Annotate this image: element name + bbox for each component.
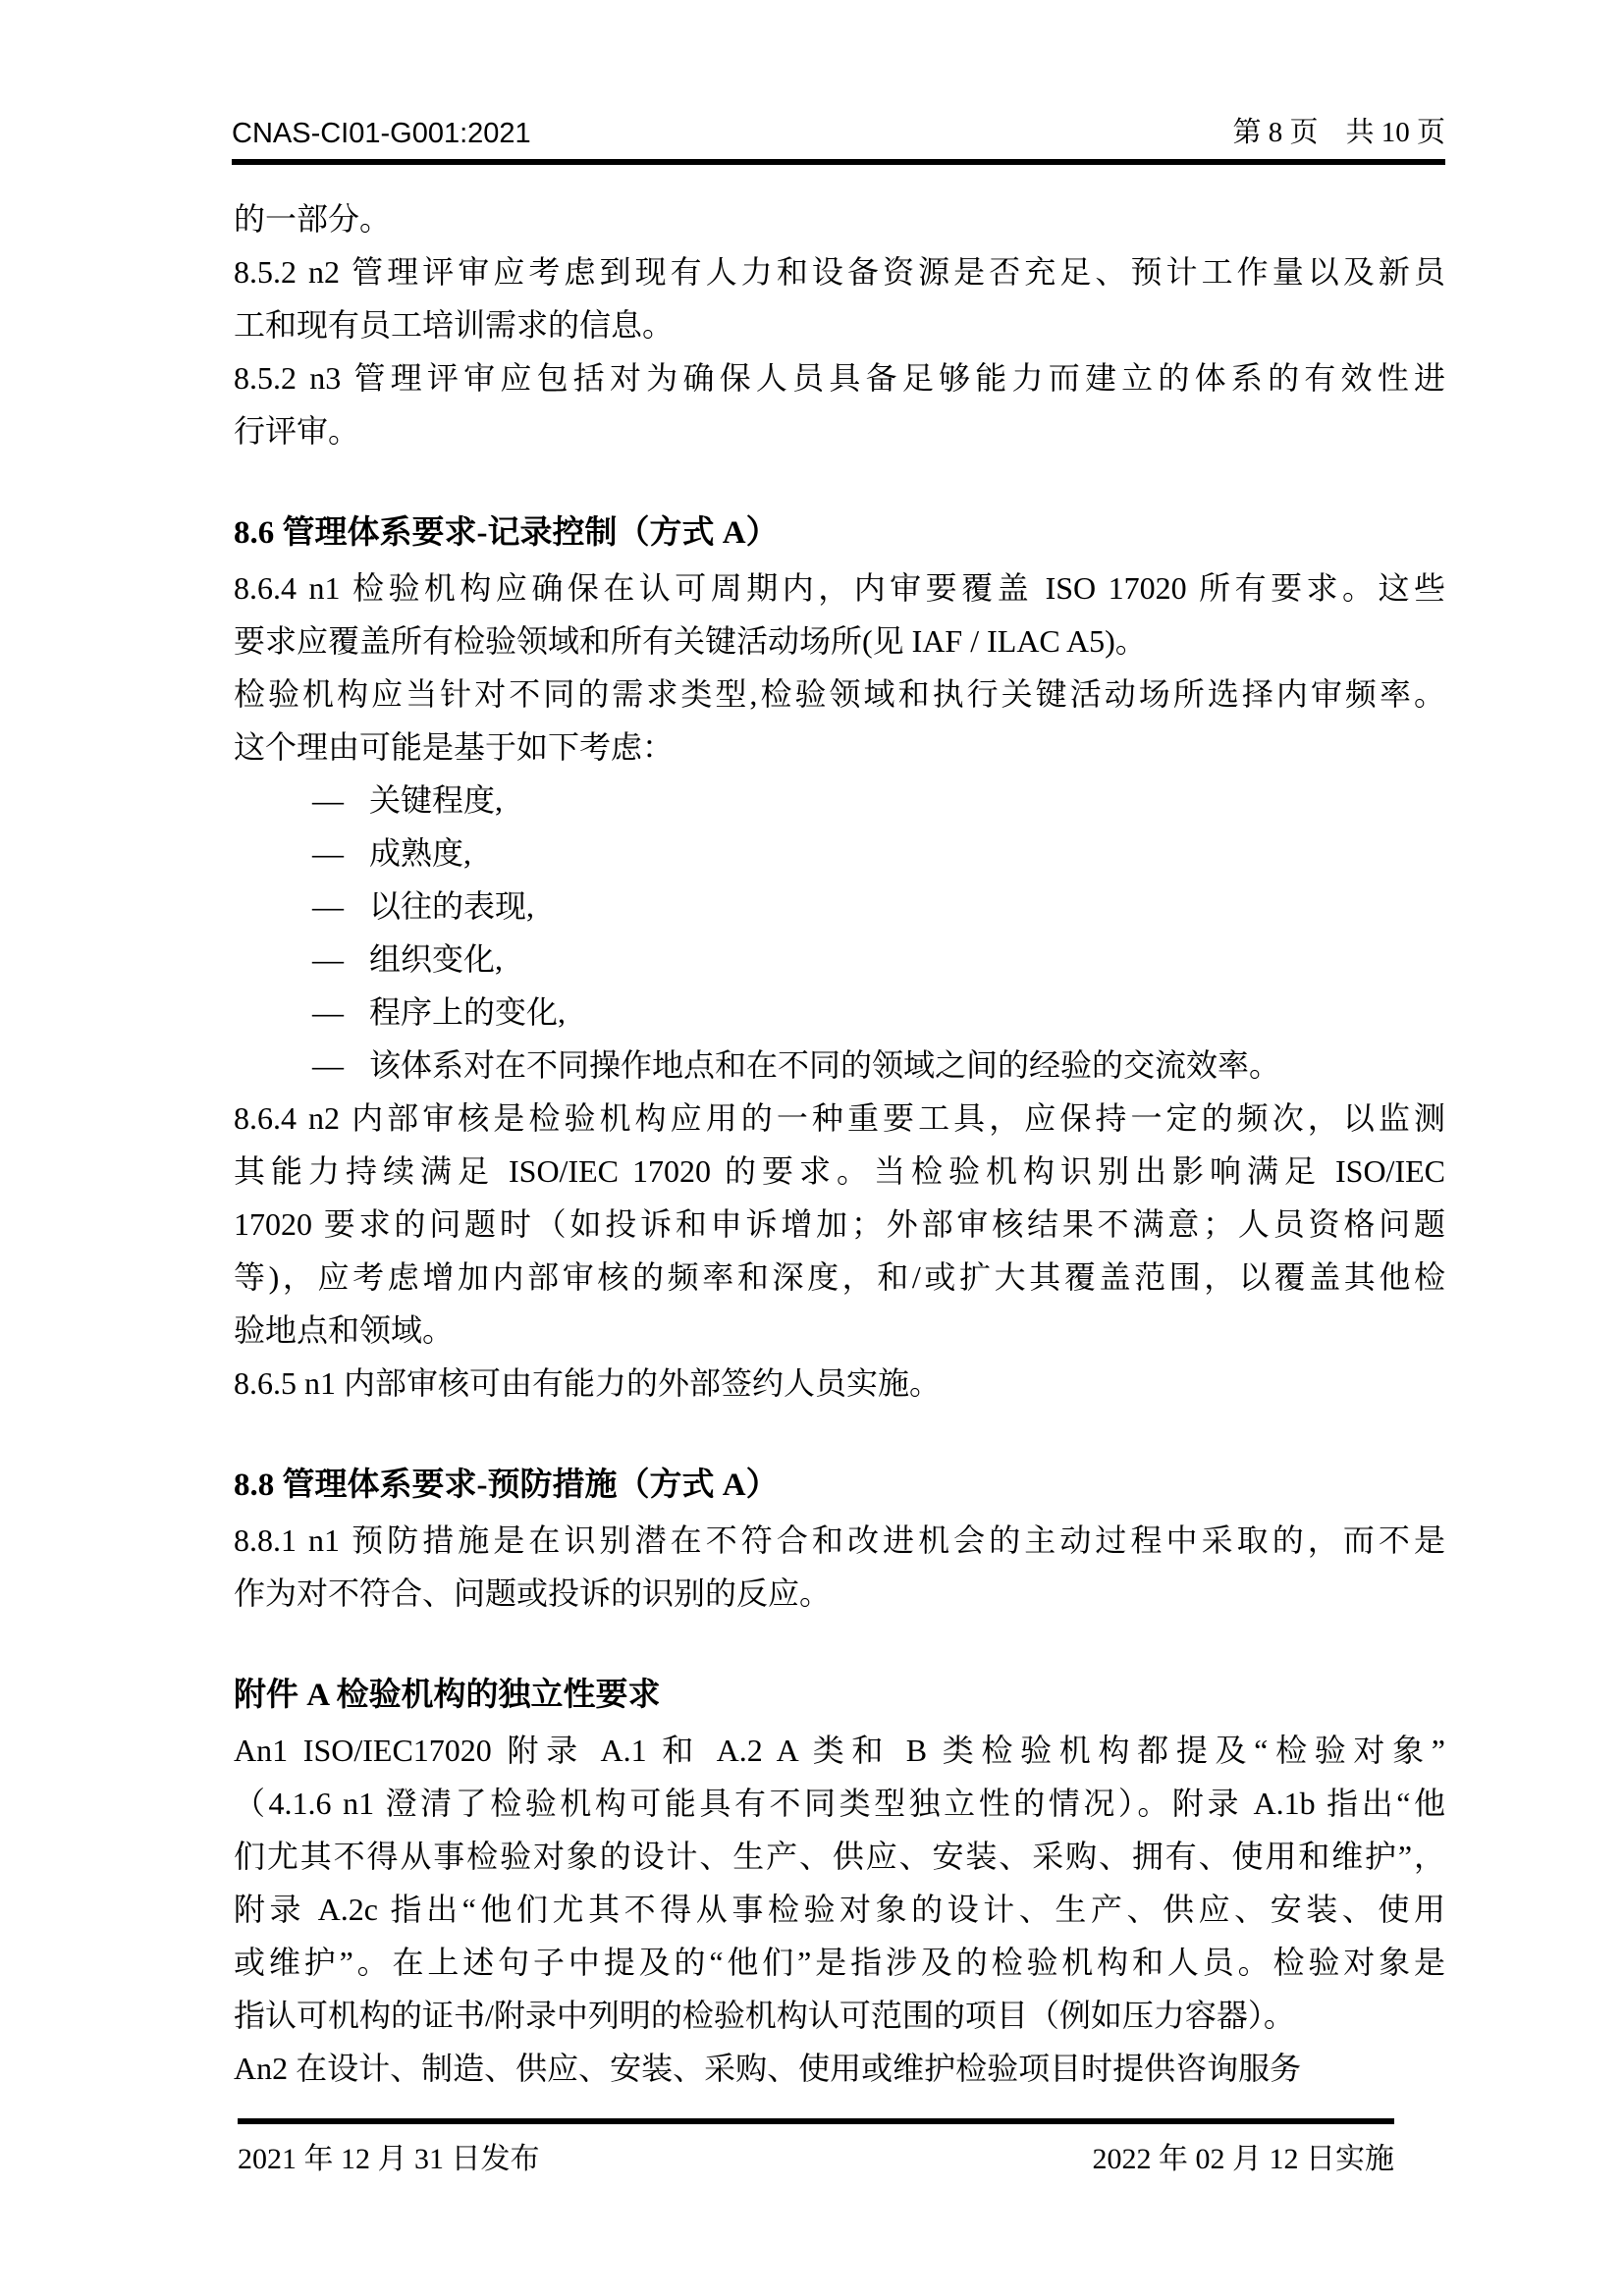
list-item: [234, 774, 1445, 827]
text-line: 8.8 管理体系要求-预防措施（方式 A）: [234, 1468, 779, 1503]
text-line: An2 在设计、制造、供应、安装、采购、使用或维护检验项目时提供咨询服务: [234, 2051, 1302, 2086]
text-line: 其能力持续满足 ISO/IEC 17020 的要求。当检验机构识别出影响满足 ISO/IEC: [234, 1153, 1445, 1189]
paragraph: [234, 1357, 1445, 1410]
section-heading: [234, 1457, 1445, 1514]
text-line: 验地点和领域。: [234, 1312, 455, 1348]
paragraph: [234, 667, 1445, 774]
text-line: 工和现有员工培训需求的信息。: [234, 307, 675, 343]
text-line: 的一部分。: [234, 201, 392, 237]
list-item: [234, 933, 1445, 986]
list-item-text: 成熟度,: [369, 835, 472, 871]
list-item-text: 关键程度,: [369, 782, 504, 818]
list-item-text: 以往的表现,: [369, 888, 535, 924]
paragraph: [234, 245, 1445, 351]
text-line: 8.6.4 n2 内部审核是检验机构应用的一种重要工具，应保持一定的频次，以监测: [234, 1100, 1445, 1136]
page-current: 第 8 页: [1232, 117, 1319, 148]
text-line: 要求应覆盖所有检验领域和所有关键活动场所(见 IAF / ILAC A5)。: [234, 623, 1147, 659]
paragraph: [234, 351, 1445, 457]
list-item-text: 组织变化,: [369, 941, 504, 977]
section-heading: [234, 505, 1445, 561]
text-line: 指认可机构的证书/附录中列明的检验机构认可范围的项目（例如压力容器）。: [234, 1998, 1295, 2033]
paragraph: [234, 1724, 1445, 2042]
text-line: An1 ISO/IEC17020 附录 A.1 和 A.2 A 类和 B 类检验机构都提及“检验对象”: [234, 1733, 1445, 1768]
text-line: 8.8.1 n1 预防措施是在识别潜在不符合和改进机会的主动过程中采取的，而不是: [234, 1522, 1445, 1558]
text-line: 检验机构应当针对不同的需求类型,检验领域和执行关键活动场所选择内审频率。: [234, 676, 1445, 712]
text-line: （4.1.6 n1 澄清了检验机构可能具有不同类型独立性的情况）。附录 A.1b 指出“他: [234, 1786, 1445, 1821]
page-number-info: [1232, 110, 1445, 150]
text-line: 作为对不符合、问题或投诉的识别的反应。: [234, 1575, 832, 1611]
list-item: [234, 827, 1445, 880]
implementation-date: 2022 年 02 月 12 日实施: [1092, 2143, 1394, 2175]
paragraph: [234, 1092, 1445, 1357]
text-line: 8.6 管理体系要求-记录控制（方式 A）: [234, 515, 779, 551]
text-line: 附录 A.2c 指出“他们尤其不得从事检验对象的设计、生产、供应、安装、使用: [234, 1892, 1445, 1927]
list-dash-icon: —: [312, 941, 344, 977]
list-dash-icon: —: [312, 1047, 344, 1083]
paragraph: [234, 561, 1445, 667]
list-dash-icon: —: [312, 782, 344, 818]
list-dash-icon: —: [312, 888, 344, 924]
paragraph: [234, 2042, 1445, 2095]
page-total: 共 10 页: [1345, 117, 1445, 148]
list-dash-icon: —: [312, 835, 344, 871]
text-line: 8.5.2 n3 管理评审应包括对为确保人员具备足够能力而建立的体系的有效性进: [234, 360, 1445, 396]
list-item-text: 程序上的变化,: [369, 994, 567, 1030]
text-line: 或维护”。在上述句子中提及的“他们”是指涉及的检验机构和人员。检验对象是: [234, 1945, 1445, 1980]
page-header: [232, 110, 1445, 165]
text-line: 17020 要求的问题时（如投诉和申诉增加；外部审核结果不满意；人员资格问题: [234, 1206, 1445, 1242]
document-body: [234, 192, 1445, 2095]
paragraph: [234, 1514, 1445, 1620]
text-line: 们尤其不得从事检验对象的设计、生产、供应、安装、采购、拥有、使用和维护”，: [234, 1839, 1445, 1874]
list-item: [234, 1039, 1445, 1092]
page-footer: [238, 2118, 1394, 2177]
paragraph: [234, 192, 1445, 245]
text-line: 这个理由可能是基于如下考虑：: [234, 729, 675, 765]
list-item: [234, 986, 1445, 1039]
text-line: 8.6.5 n1 内部审核可由有能力的外部签约人员实施。: [234, 1365, 942, 1401]
text-line: 附件 A 检验机构的独立性要求: [234, 1678, 661, 1713]
list-item-text: 该体系对在不同操作地点和在不同的领域之间的经验的交流效率。: [369, 1047, 1281, 1083]
text-line: 8.6.4 n1 检验机构应确保在认可周期内，内审要覆盖 ISO 17020 所有要求。这些: [234, 570, 1445, 606]
section-heading: [234, 1667, 1445, 1724]
issue-date: 2021 年 12 月 31 日发布: [238, 2143, 540, 2175]
list-dash-icon: —: [312, 994, 344, 1030]
doc-code: CNAS-CI01-G001:2021: [232, 118, 531, 149]
text-line: 行评审。: [234, 413, 360, 449]
list-item: [234, 880, 1445, 933]
text-line: 8.5.2 n2 管理评审应考虑到现有人力和设备资源是否充足、预计工作量以及新员: [234, 254, 1445, 290]
text-line: 等)，应考虑增加内部审核的频率和深度，和/或扩大其覆盖范围，以覆盖其他检: [234, 1259, 1445, 1295]
